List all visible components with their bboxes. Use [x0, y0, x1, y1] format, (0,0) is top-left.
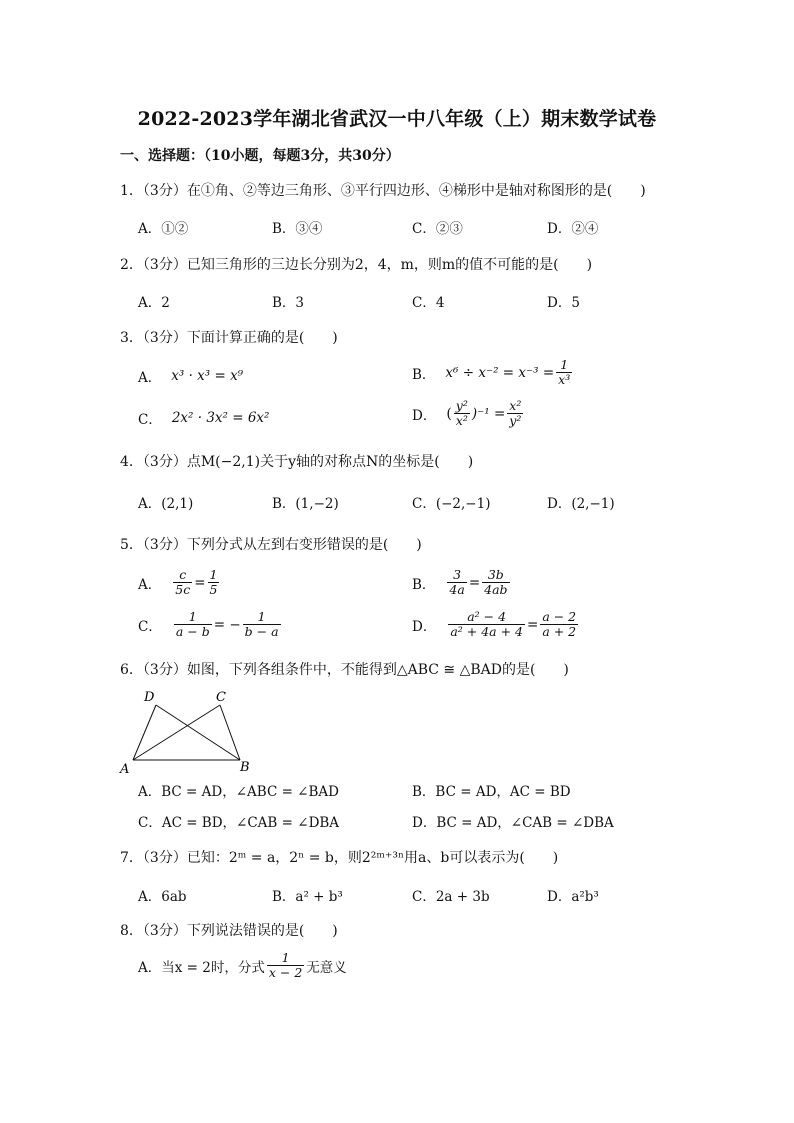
option-label: B． [412, 366, 436, 383]
q6-option-d: D．BC = AD，∠CAB = ∠DBA [412, 815, 614, 831]
q5-option-d: D． $\frac{\text{a² − 4}}{\text{a² + 4a + 4}}$ = $\frac{a - 2}{a + 2}$ [412, 609, 577, 639]
question-4-stem: 4．（3分）点M(−2,1)关于y轴的对称点N的坐标是( ) [120, 454, 474, 470]
label-b: B [240, 760, 250, 775]
fraction: $\frac{1}{x - 2}$ [268, 950, 303, 980]
question-6-stem: 6．（3分）如图，下列各组条件中，不能得到△ABC ≅ △BAD的是( ) [120, 662, 569, 678]
fraction: $\frac{\text{y²}}{\text{x²}}$ [455, 398, 468, 428]
triangle-figure [118, 685, 258, 777]
question-7-stem: 7．（3分）已知：2ᵐ = a，2ⁿ = b，则2²ᵐ⁺³ⁿ用a、b可以表示为( ) [120, 850, 559, 866]
section-heading: 一、选择题：（10小题，每题3分，共30分） [120, 148, 400, 164]
q7-option-a: A．6ab [138, 889, 187, 905]
q1-option-a: A．①② [138, 221, 189, 237]
q4-option-b: B．(1,−2) [272, 496, 339, 512]
q7-option-c: C．2a + 3b [412, 889, 490, 905]
q4-option-c: C．(−2,−1) [412, 496, 491, 512]
segment-ad [133, 705, 156, 760]
q3-option-d: D． ( $\frac{\text{y²}}{\text{x²}}$ )⁻¹ = $\frac{\text{x²}}{\text{y²}}$ [412, 398, 522, 428]
q2-option-b: B．3 [272, 295, 305, 311]
q7-option-b: B．a² + b³ [272, 889, 343, 905]
math-expression: x⁶ ÷ x⁻² = x⁻³ = [445, 364, 555, 381]
question-1-stem: 1．（3分）在①角、②等边三角形、③平行四边形、④梯形中是轴对称图形的是( ) [120, 183, 646, 199]
q2-option-d: D．5 [547, 295, 580, 311]
question-2-stem: 2．（3分）已知三角形的三边长分别为2，4，m，则m的值不可能的是( ) [120, 257, 593, 273]
fraction: $\frac{3}{4a}$ [449, 567, 465, 597]
q5-option-a: A． $\frac{c}{5c}$ = $\frac{1}{5}$ [138, 567, 218, 597]
fraction: $\frac{1}{a - b}$ [175, 609, 210, 639]
fraction: $\frac{1}{\text{x³}}$ [558, 357, 571, 387]
q2-option-a: A．2 [138, 295, 170, 311]
fraction: $\frac{3b}{4ab}$ [484, 567, 508, 597]
math-expression: 2x² · 3x² = 6x² [171, 410, 270, 426]
q3-option-b [412, 358, 574, 387]
segment-bc [220, 705, 240, 760]
q8-option-a: A．当x = 2时，分式 $\frac{1}{x - 2}$ 无意义 [138, 950, 347, 980]
math-expression: x³ · x³ = x⁹ [171, 368, 244, 384]
label-d: D [144, 690, 155, 705]
page-title: 2022-2023学年湖北省武汉一中八年级（上）期末数学试卷 [137, 108, 657, 130]
option-label: D． [412, 407, 437, 424]
q1-option-b: B．③④ [272, 221, 323, 237]
fraction: $\frac{\text{a² − 4}}{\text{a² + 4a + 4}}$ [450, 609, 523, 639]
q4-option-d: D．(2,−1) [547, 496, 615, 512]
fraction: $\frac{a - 2}{a + 2}$ [542, 609, 577, 639]
q5-option-b: B． $\frac{3}{4a}$ = $\frac{3b}{4ab}$ [412, 567, 508, 597]
q3-option-c [138, 408, 269, 428]
segment-bd [156, 705, 240, 760]
q1-option-c: C．②③ [412, 221, 463, 237]
fraction: $\frac{1}{5}$ [209, 567, 218, 597]
fraction: $\frac{1}{b - a}$ [244, 609, 279, 639]
option-label: A． [138, 370, 162, 386]
q1-option-d: D．②④ [547, 221, 599, 237]
q6-option-c: C．AC = BD，∠CAB = ∠DBA [138, 815, 340, 831]
option-label: C． [138, 412, 162, 428]
q3-option-a [138, 366, 243, 386]
q7-option-d: D．a²b³ [547, 889, 599, 905]
fraction: $\frac{\text{x²}}{\text{y²}}$ [509, 398, 522, 428]
q6-option-a: A．BC = AD，∠ABC = ∠BAD [138, 784, 339, 800]
q5-option-c: C． $\frac{1}{a - b}$ = − $\frac{1}{b - a}$ [138, 609, 279, 639]
q4-option-a: A．(2,1) [138, 496, 194, 512]
q6-option-b: B．BC = AD，AC = BD [412, 784, 571, 800]
label-c: C [216, 690, 226, 705]
segment-ac [133, 705, 220, 760]
question-5-stem: 5．（3分）下列分式从左到右变形错误的是( ) [120, 537, 422, 553]
question-3-stem: 3．（3分）下面计算正确的是( ) [120, 330, 338, 346]
fraction: $\frac{c}{5c}$ [175, 567, 191, 597]
label-a: A [120, 762, 130, 777]
q2-option-c: C．4 [412, 295, 445, 311]
question-8-stem: 8．（3分）下列说法错误的是( ) [120, 923, 338, 939]
